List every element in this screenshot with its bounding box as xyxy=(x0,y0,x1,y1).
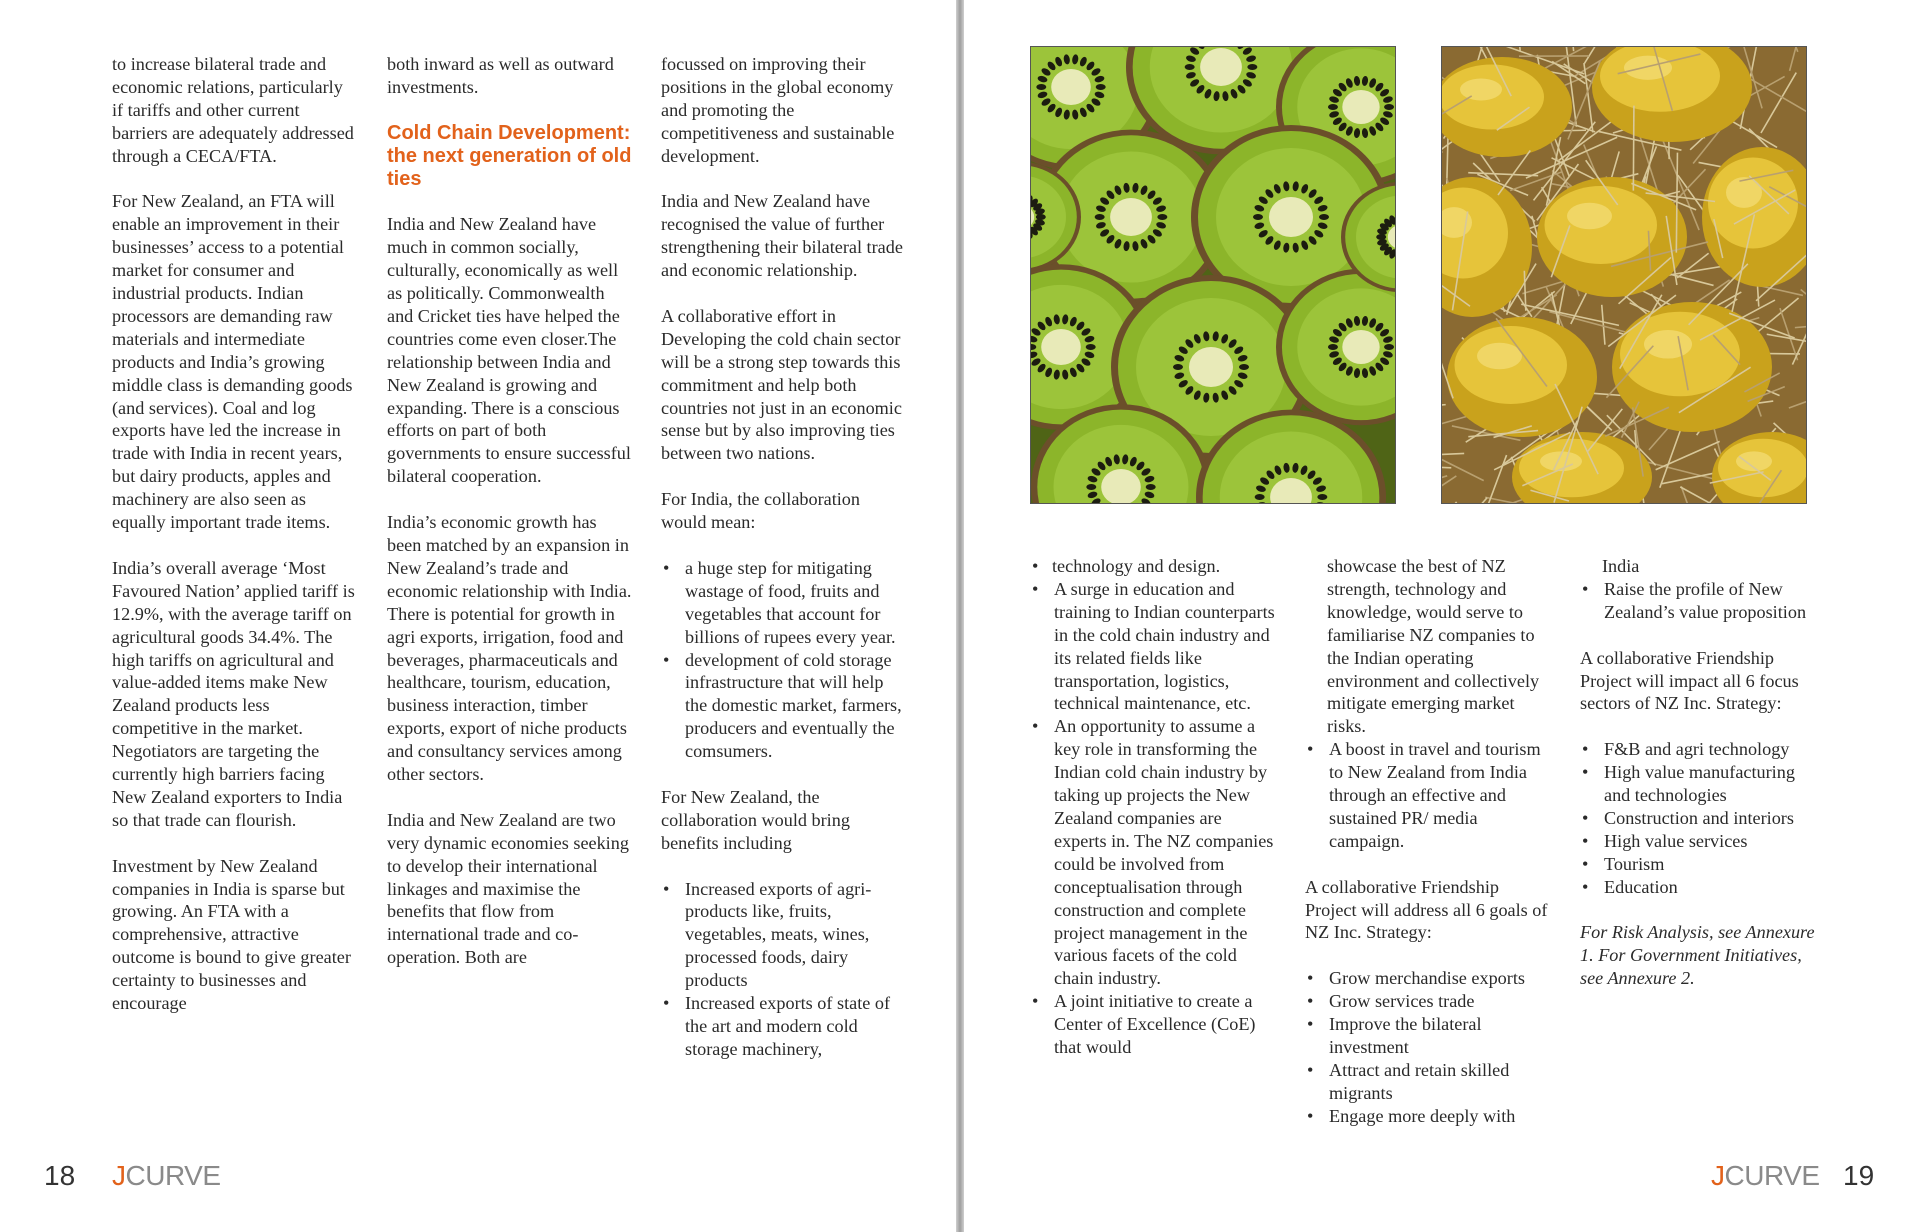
india-benefits-list xyxy=(661,557,906,763)
list-item: • High value services xyxy=(1580,830,1820,853)
page-spine xyxy=(956,0,964,1232)
paragraph: focussed on improving their positions in the global economy and promoting the competitiveness and sustainable development. xyxy=(661,54,895,166)
list-item: • A joint initiative to create a Center of Excellence (CoE) that would xyxy=(1030,990,1276,1059)
logo-j: J xyxy=(1711,1160,1725,1191)
left-column-2 xyxy=(387,53,632,992)
paragraph: Investment by New Zealand companies in India is sparse but growing. An FTA with a comprehensive, attractive outcome is bound to give greater certainty to businesses and encourage xyxy=(112,855,351,1014)
left-column-1 xyxy=(112,53,357,1038)
brand-logo-right xyxy=(1711,1160,1820,1192)
paragraph: both inward as well as outward investments. xyxy=(387,54,614,97)
nz-benefits-list xyxy=(661,878,906,1061)
list-item: • Construction and interiors xyxy=(1580,807,1820,830)
right-column-1 xyxy=(1030,555,1276,1082)
list-item: • Increased exports of state of the art and modern cold storage machinery, xyxy=(661,992,906,1061)
paragraph: India’s economic growth has been matched by an expansion in New Zealand’s trade and economic relationship with India. There is potential for growth in agri exports, irrigation, food and beverages, pharmaceuticals and healthcare, tourism, education, business interaction, timber exports, export of niche products and consultancy services among other sectors. xyxy=(387,512,632,785)
paragraph: India xyxy=(1602,556,1640,576)
list-item: • High value manufacturing and technologies xyxy=(1580,761,1820,807)
kiwi-photo xyxy=(1030,46,1396,504)
paragraph: India’s overall average ‘Most Favoured Nation’ applied tariff is 12.9%, with the average tariff on agricultural goods 34.4%. The high tariffs on agricultural and value-added items make New Zealand products less competitive in the market. Negotiators are targeting the currently high barriers facing New Zealand exporters to India so that trade can flourish. xyxy=(112,557,355,830)
list-item: • Grow services trade xyxy=(1305,990,1551,1013)
page-number-left: 18 xyxy=(44,1160,76,1191)
list-item: • Grow merchandise exports xyxy=(1305,967,1551,990)
benefits-list xyxy=(1305,738,1551,853)
list-item: • Improve the bilateral investment xyxy=(1305,1013,1551,1059)
paragraph: A collaborative Friendship Project will address all 6 goals of NZ Inc. Strategy: xyxy=(1305,876,1548,943)
continuation xyxy=(1030,555,1276,578)
list-item: • Attract and retain skilled migrants xyxy=(1305,1059,1551,1105)
paragraph: technology and design. xyxy=(1052,556,1221,576)
benefits-list xyxy=(1580,578,1820,624)
right-column-3 xyxy=(1580,555,1820,1013)
paragraph: India and New Zealand have much in common socially, culturally, economically as well as politically. Commonwealth and Cricket ties have helped the countries come even closer.The relationship between India and New Zealand is growing and expanding. There is a conscious efforts on part of both governments to ensure successful bilateral cooperation. xyxy=(387,214,631,487)
list-item: • Education xyxy=(1580,876,1820,899)
benefits-list xyxy=(1030,578,1276,1059)
paragraph: For New Zealand, an FTA will enable an improvement in their businesses’ access to a potential market for consumer and industrial products. Indian processors are demanding raw materials and intermediate products and India’s growing middle class is demanding goods (and services). Coal and log exports have led the increase in trade with India in recent years, but dairy products, apples and machinery are also seen as equally important trade items. xyxy=(112,191,353,533)
list-item: • Raise the profile of New Zealand’s value proposition xyxy=(1580,578,1820,624)
list-item: • development of cold storage infrastructure that will help the domestic market, farmers, producers and eventually the comsumers. xyxy=(661,649,906,764)
annexure-note: For Risk Analysis, see Annexure 1. For Government Initiatives, see Annexure 2. xyxy=(1580,922,1815,989)
paragraph: India and New Zealand have recognised the value of further strengthening their bilateral trade and economic relationship. xyxy=(661,191,903,281)
logo-text: CURVE xyxy=(125,1160,221,1191)
goals-list xyxy=(1305,967,1551,1127)
list-item: • Tourism xyxy=(1580,853,1820,876)
logo-text: CURVE xyxy=(1724,1160,1820,1191)
list-item: • Increased exports of agri-products like, fruits, vegetables, meats, wines, processed foods, dairy products xyxy=(661,878,906,993)
logo-j: J xyxy=(112,1160,126,1191)
sectors-list xyxy=(1580,738,1820,898)
paragraph: to increase bilateral trade and economic relations, particularly if tariffs and other current barriers are adequately addressed through a CECA/FTA. xyxy=(112,54,354,166)
brand-logo-left xyxy=(112,1160,221,1192)
left-column-3 xyxy=(661,53,906,1084)
list-item: • F&B and agri technology xyxy=(1580,738,1820,761)
paragraph: A collaborative Friendship Project will impact all 6 focus sectors of NZ Inc. Strategy: xyxy=(1580,647,1799,714)
paragraph: A collaborative effort in Developing the cold chain sector will be a strong step towards this commitment and help both countries not just in an economic sense but by also improving ties between two nations. xyxy=(661,305,902,464)
mango-photo xyxy=(1441,46,1807,504)
paragraph: India and New Zealand are two very dynamic economies seeking to develop their international linkages and maximise the benefits that flow from international trade and co-operation. Both are xyxy=(387,809,629,968)
kiwi-photo-icon xyxy=(1031,47,1395,503)
right-column-2 xyxy=(1305,555,1551,1151)
section-heading: Cold Chain Development: the next generation of old ties xyxy=(387,121,632,190)
page-number-right: 19 xyxy=(1843,1160,1875,1191)
mango-photo-icon xyxy=(1442,47,1806,503)
paragraph: For India, the collaboration would mean: xyxy=(661,489,860,533)
list-item: • A boost in travel and tourism to New Zealand from India through an effective and sustained PR/ media campaign. xyxy=(1305,738,1551,853)
paragraph: For New Zealand, the collaboration would bring benefits including xyxy=(661,786,850,853)
list-item: • An opportunity to assume a key role in transforming the Indian cold chain industry by taking up projects the New Zealand companies are experts in. The NZ companies could be involved from conceptualisation through construction and complete project management in the various facets of the cold chain industry. xyxy=(1030,715,1276,990)
paragraph: showcase the best of NZ strength, technology and knowledge, would serve to familiarise NZ companies to the Indian operating environment and collectively mitigate emerging market risks. xyxy=(1327,556,1540,737)
list-item: • A surge in education and training to Indian counterparts in the cold chain industry and its related fields like transportation, logistics, technical maintenance, etc. xyxy=(1030,578,1276,715)
list-item: • a huge step for mitigating wastage of food, fruits and vegetables that account for billions of rupees every year. xyxy=(661,557,906,649)
list-item: • Engage more deeply with xyxy=(1305,1105,1551,1128)
